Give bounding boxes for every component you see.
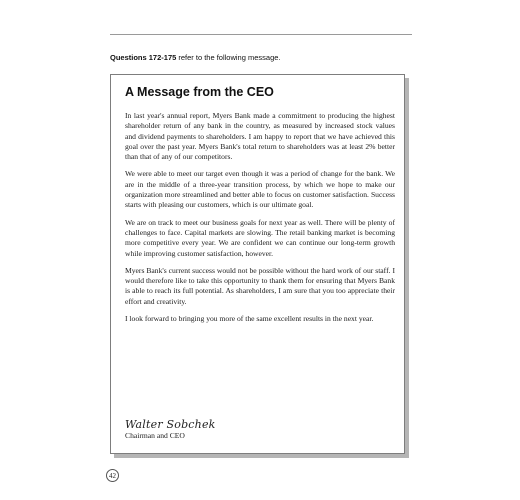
ceo-signature: Walter Sobchek — [125, 418, 216, 431]
top-divider — [110, 34, 412, 35]
questions-intro — [110, 53, 281, 62]
questions-range: Questions 172-175 — [110, 53, 177, 62]
questions-intro-text: refer to the following message. — [176, 53, 281, 62]
page-number: 42 — [106, 469, 119, 482]
paragraph-5: I look forward to bringing you more of the same excellent results in the next year. — [125, 314, 374, 324]
message-body — [125, 111, 395, 331]
paragraph-3: We are on track to meet our business goals for next year as well. There will be plenty of challenges to face. Capital markets are slowing. The retail banking market is becoming more competitive every year. We are confident we can continue our long-term growth while improving customer satisfaction, however. — [125, 217, 395, 258]
signer-title: Chairman and CEO — [125, 431, 185, 440]
paragraph-1: In last year's annual report, Myers Bank made a commitment to producing the highest shareholder return of any bank in the country, as measured by increased stock values and dividend payments to shareholders. I am happy to report that we have achieved this goal over the past year. Myers Bank's total return to shareholders was at least 2% better than that of any of our competitors. — [125, 111, 395, 162]
paragraph-4: Myers Bank's current success would not be possible without the hard work of our staff. I would therefore like to take this opportunity to thank them for ensuring that Myers Bank is able to reach its full potential. As shareholders, I am sure that you too appreciate their effort and creativity. — [125, 265, 395, 306]
message-title: A Message from the CEO — [125, 85, 274, 99]
ceo-message-box — [110, 74, 405, 454]
paragraph-2: We were able to meet our target even though it was a period of change for the bank. We are in the middle of a three-year transition process, by which we hope to make our organization more streamlined and better able to focus on customer satisfaction. Success starts with pleasing our customers, which is our ultimate goal. — [125, 169, 395, 210]
